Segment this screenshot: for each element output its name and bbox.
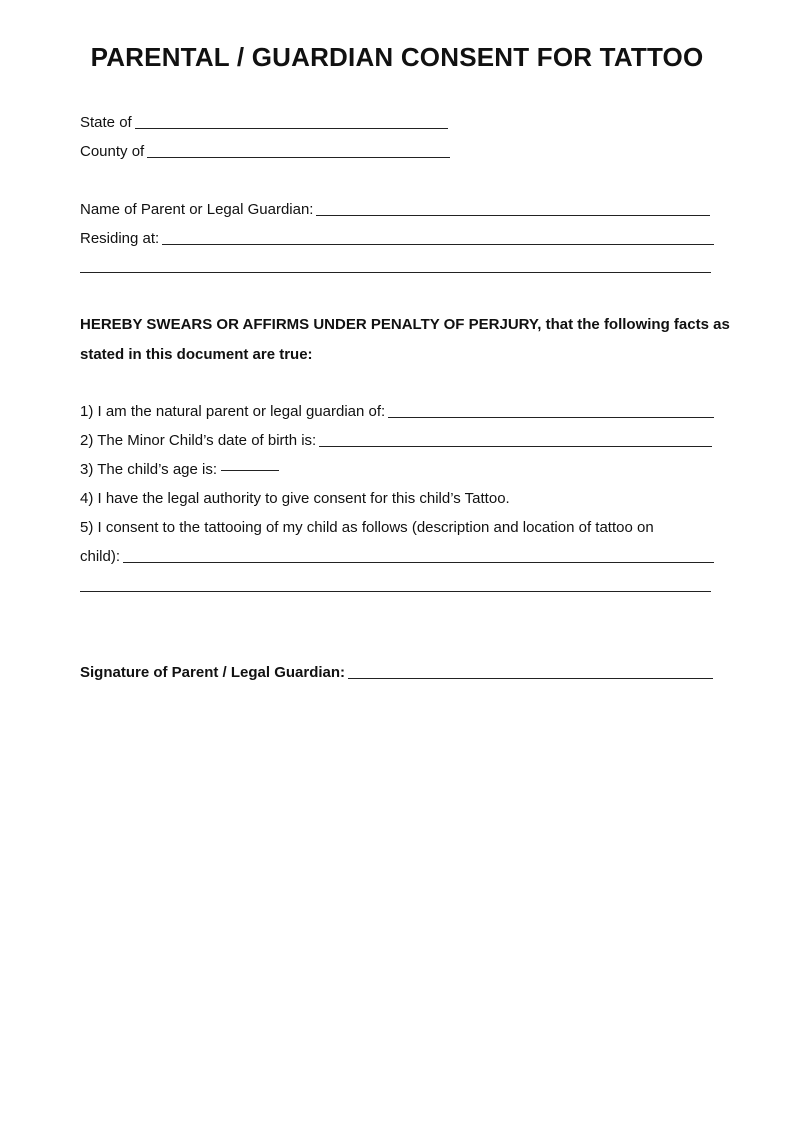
statement-4-text: 4) I have the legal authority to give consent for this child’s Tattoo. bbox=[80, 490, 510, 507]
residing-blank-line[interactable] bbox=[162, 243, 714, 245]
signature-row bbox=[80, 664, 713, 682]
state-label: State of bbox=[80, 114, 132, 131]
statement-5-line-1: 5) I consent to the tattooing of my child as follows (description and location of tattoo on bbox=[80, 519, 654, 536]
county-field-row bbox=[80, 143, 450, 161]
guardian-name-row bbox=[80, 201, 710, 219]
state-field-row bbox=[80, 114, 448, 132]
county-label: County of bbox=[80, 143, 145, 160]
signature-blank-line[interactable] bbox=[348, 677, 713, 679]
date-of-birth-blank-line[interactable] bbox=[319, 445, 712, 447]
statement-2-text: 2) The Minor Child’s date of birth is: bbox=[80, 432, 317, 449]
guardian-name-label: Name of Parent or Legal Guardian: bbox=[80, 201, 314, 218]
statement-1-row bbox=[80, 403, 714, 421]
guardian-name-blank-line[interactable] bbox=[316, 214, 710, 216]
signature-label: Signature of Parent / Legal Guardian: bbox=[80, 664, 346, 681]
statement-3-row bbox=[80, 461, 279, 479]
child-name-blank-line[interactable] bbox=[388, 416, 714, 418]
statement-2-row bbox=[80, 432, 712, 450]
residing-label: Residing at: bbox=[80, 230, 160, 247]
tattoo-description-continuation-line[interactable] bbox=[80, 591, 711, 592]
residing-row bbox=[80, 230, 714, 248]
form-title: PARENTAL / GUARDIAN CONSENT FOR TATTOO bbox=[90, 42, 704, 72]
affirmation-line-1: HEREBY SWEARS OR AFFIRMS UNDER PENALTY OF PERJURY, that the following facts as bbox=[80, 316, 730, 333]
statement-5-line-2: child): bbox=[80, 548, 121, 565]
statement-5-row bbox=[80, 548, 714, 566]
child-age-blank-line[interactable] bbox=[221, 470, 279, 471]
affirmation-line-2: stated in this document are true: bbox=[80, 346, 313, 363]
county-blank-line[interactable] bbox=[147, 156, 450, 158]
residing-continuation-line[interactable] bbox=[80, 272, 711, 273]
statement-1-text: 1) I am the natural parent or legal guardian of: bbox=[80, 403, 386, 420]
tattoo-description-blank-line[interactable] bbox=[123, 561, 714, 563]
state-blank-line[interactable] bbox=[135, 127, 448, 129]
statement-3-text: 3) The child’s age is: bbox=[80, 461, 218, 478]
